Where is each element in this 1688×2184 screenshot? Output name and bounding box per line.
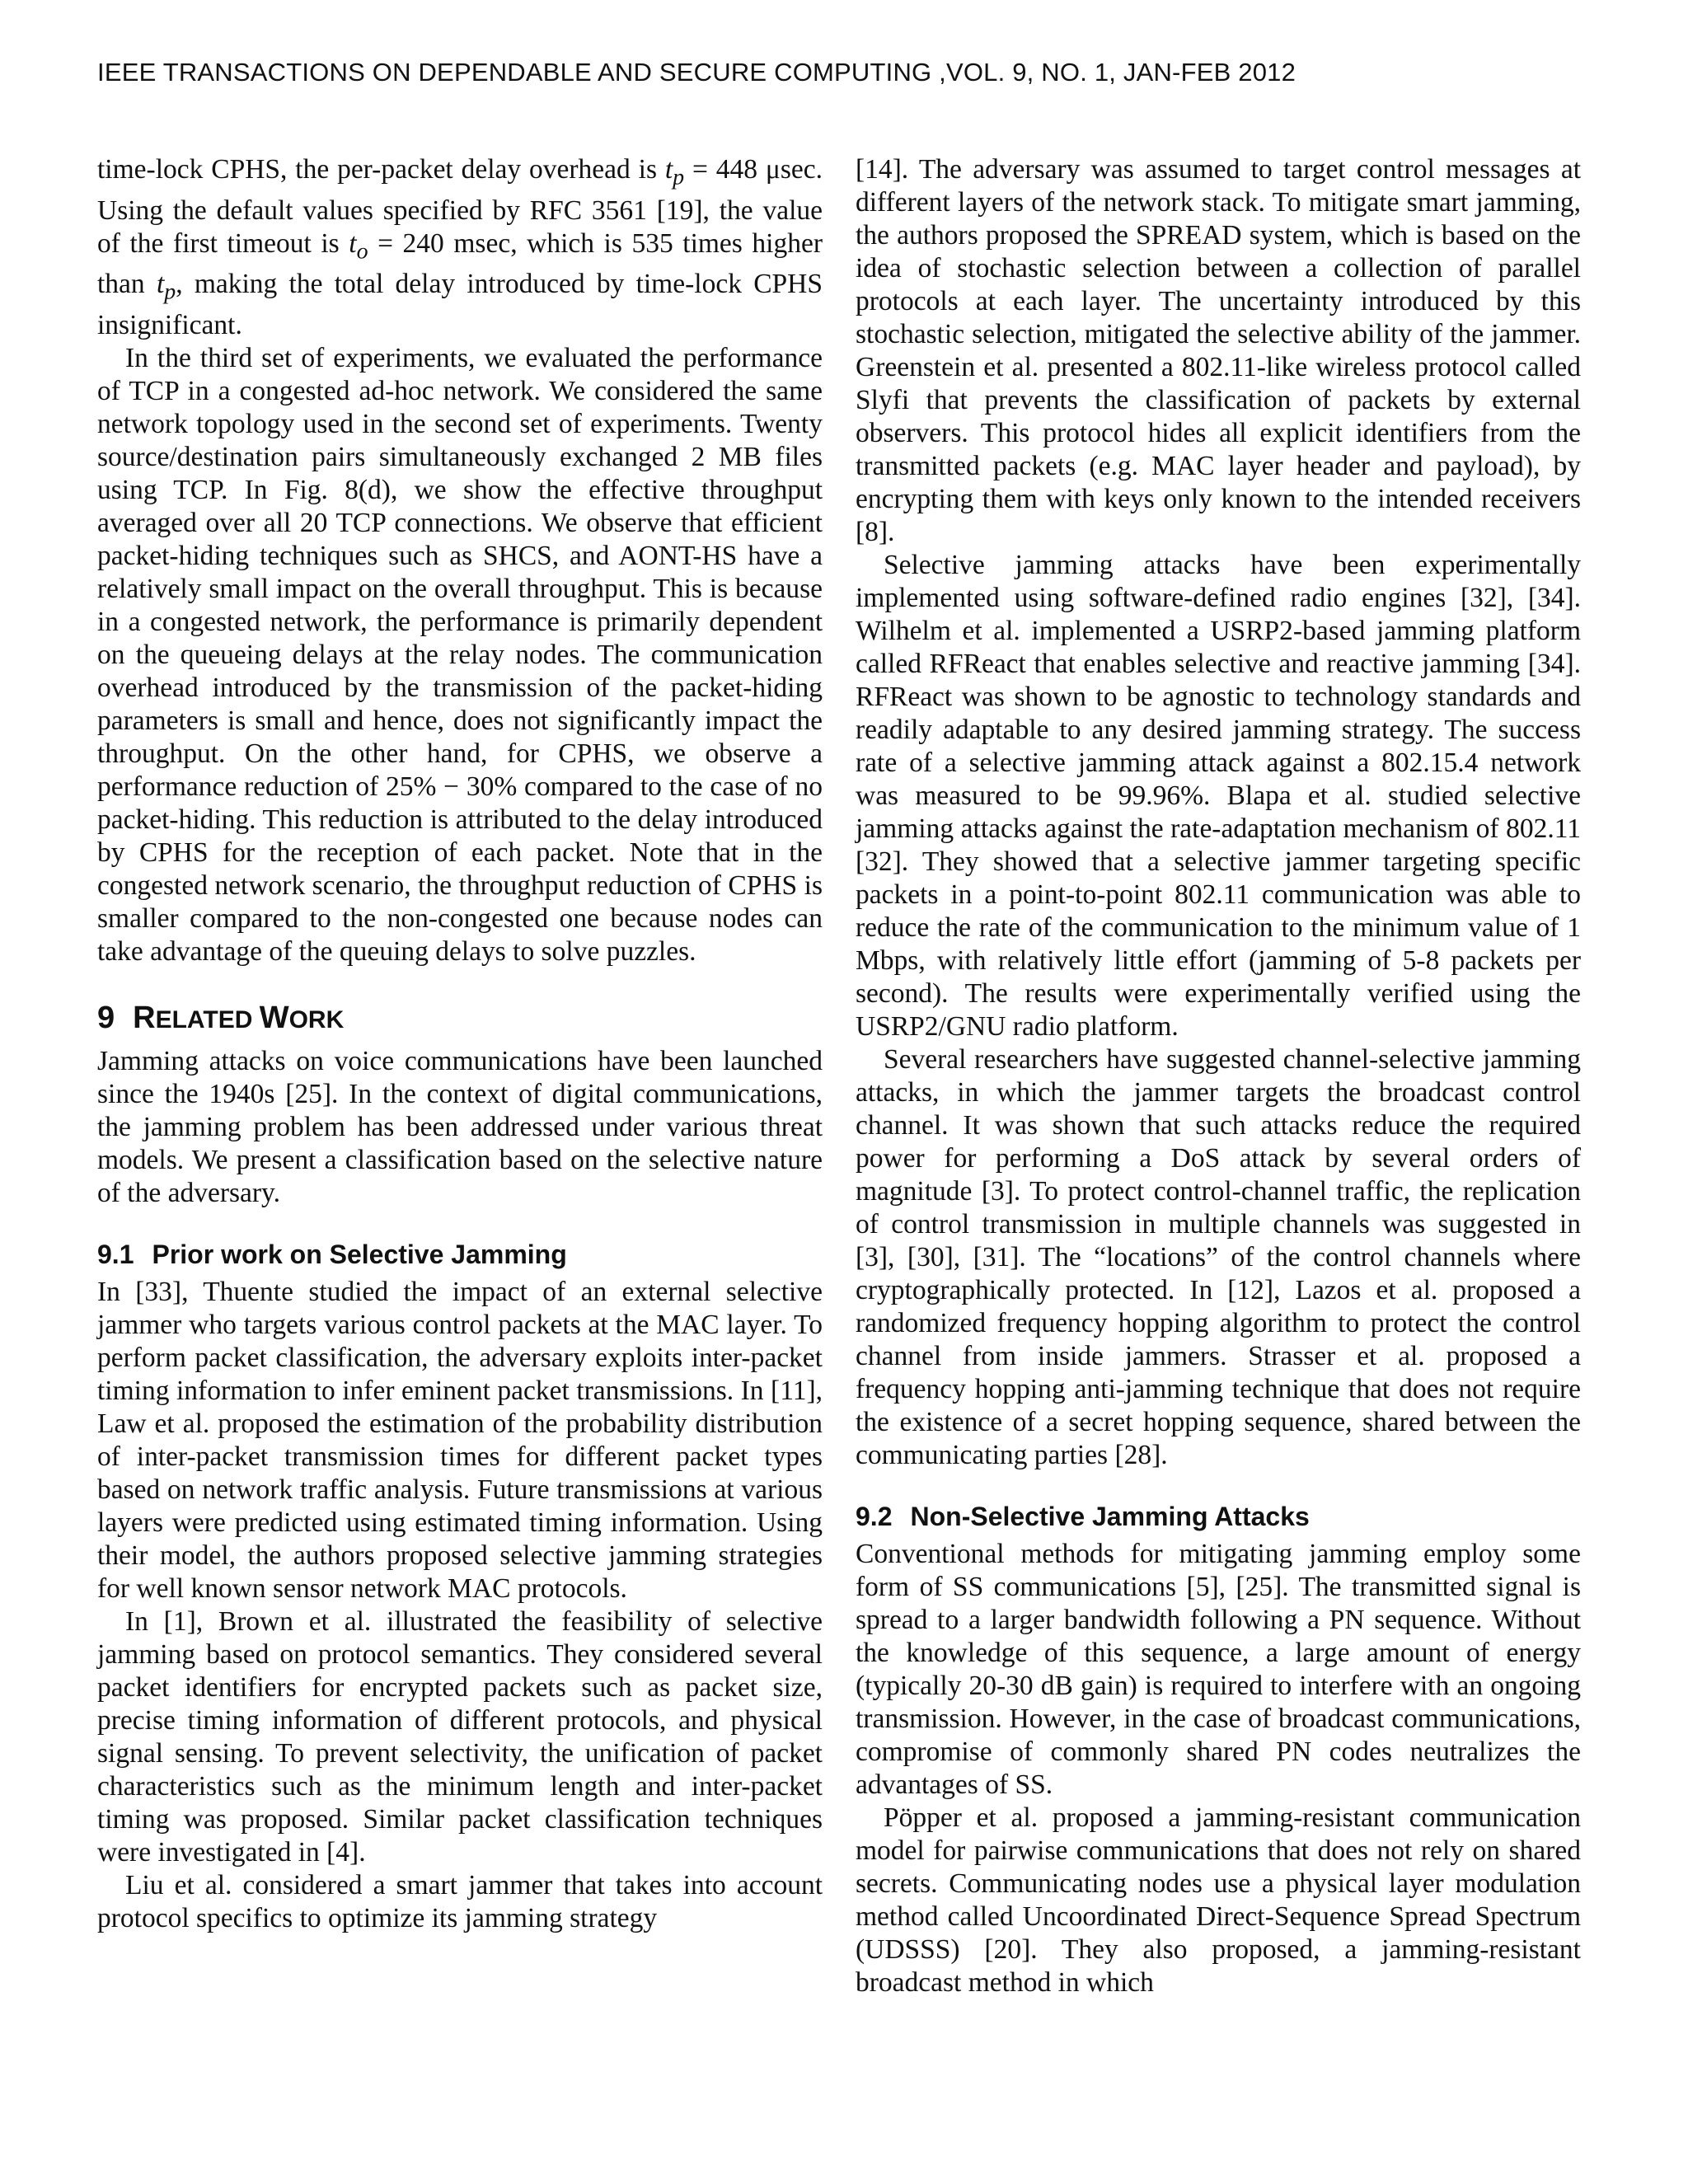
- paragraph: [97, 342, 823, 968]
- text-run: μsec. Using the default values specified by RFC 3561 [19], the value of the first timeout is: [97, 154, 823, 259]
- left-column: [97, 153, 823, 1935]
- section-title-part: ORK: [288, 1006, 345, 1034]
- text-run: msec, which is 535 times higher than: [97, 227, 823, 300]
- subsection-title: Non-Selective Jamming Attacks: [910, 1502, 1310, 1531]
- subsection-number: 9.2: [856, 1502, 893, 1531]
- paragraph: Conventional methods for mitigating jamming employ some form of SS communications [5], [25]. The transmitted signal is spread to a larger bandwidth following a PN sequence. Without the knowledge of this sequence, a large amount of energy (typically 20-30 dB gain) is required to interfere with an ongoing transmission. However, in the case of broadcast communications, compromise of commonly shared PN codes neutralizes the advantages of SS.: [856, 1539, 1581, 1800]
- math-expression: 25% − 30%: [385, 771, 518, 803]
- math-sub: p: [673, 164, 685, 190]
- section-title-r: R: [133, 1001, 156, 1036]
- math-sub: o: [356, 238, 368, 265]
- math-var: t: [156, 269, 165, 300]
- paragraph: Jamming attacks on voice communications have been launched since the 1940s [25]. In the context of digital communications, the jamming problem has been addressed under various threat models. We present a classification based on the selective nature of the adversary.: [97, 1046, 823, 1209]
- subsection-heading: [856, 1500, 1581, 1533]
- running-head: IEEE TRANSACTIONS ON DEPENDABLE AND SECURE COMPUTING ,VOL. 9, NO. 1, JAN-FEB 2012: [97, 58, 1296, 87]
- subsection-number: 9.1: [97, 1240, 134, 1270]
- text-run: time-lock CPHS, the per-packet delay overhead is: [97, 154, 665, 185]
- right-column: [856, 153, 1581, 1999]
- text-run: compared to the case of no packet-hiding. This reduction is attributed to the delay introduced by CPHS for the reception of each packet. Note that in the congested network scenario, the throughput reduction of CPHS is smaller compared to the non-congested one because nodes can take advantage of the queuing delays to solve puzzles.: [97, 771, 823, 968]
- section-title-w: W: [259, 1001, 289, 1036]
- paragraph: In [33], Thuente studied the impact of an external selective jammer who targets various control packets at the MAC layer. To perform packet classification, the adversary exploits inter-packet timing information to infer eminent packet transmissions. In [11], Law et al. proposed the estimation of the probability distribution of inter-packet transmission times for different packet types based on network traffic analysis. Future transmissions at various layers were predicted using estimated timing information. Using their model, the authors proposed selective jamming strategies for well known sensor network MAC protocols.: [97, 1277, 823, 1605]
- math-var: t: [349, 227, 357, 259]
- paragraph: [97, 153, 823, 342]
- paragraph: Selective jamming attacks have been experimentally implemented using software-defined radio engines [32], [34]. Wilhelm et al. implemented a USRP2-based jamming platform called RFReact that enables selective and reactive jamming [34]. RFReact was shown to be agnostic to technology standards and readily adaptable to any desired jamming strategy. The success rate of a selective jamming attack against a 802.15.4 network was measured to be 99.96%. Blapa et al. studied selective jamming attacks against the rate-adaptation mechanism of 802.11 [32]. They showed that a selective jammer targeting specific packets in a point-to-point 802.11 communication was able to reduce the rate of the communication to the minimum value of 1 Mbps, with relatively little effort (jamming of 5-8 packets per second). The results were experimentally verified using the USRP2/GNU radio platform.: [856, 550, 1581, 1042]
- section-title-part: ELATED: [155, 1006, 260, 1034]
- paragraph: In [1], Brown et al. illustrated the feasibility of selective jamming based on protocol semantics. They considered several packet identifiers for encrypted packets such as packet size, precise timing information of different protocols, and physical signal sensing. To prevent selectivity, the unification of packet characteristics such as the minimum length and inter-packet timing was proposed. Similar packet classification techniques were investigated in [4].: [97, 1606, 823, 1868]
- paragraph: [14]. The adversary was assumed to target control messages at different layers of the network stack. To mitigate smart jamming, the authors proposed the SPREAD system, which is based on the idea of stochastic selection between a collection of parallel protocols at each layer. The uncertainty introduced by this stochastic selection, mitigated the selective ability of the jammer. Greenstein et al. presented a 802.11-like wireless protocol called Slyfi that prevents the classification of packets by external observers. This protocol hides all explicit identifiers from the transmitted packets (e.g. MAC layer header and payload), by encrypting them with keys only known to the intended receivers [8].: [856, 154, 1581, 547]
- paragraph: Pöpper et al. proposed a jamming-resistant communication model for pairwise communications that does not rely on shared secrets. Communicating nodes use a physical layer modulation method called Uncoordinated Direct-Sequence Spread Spectrum (UDSSS) [20]. They also proposed, a jamming-resistant broadcast method in which: [856, 1802, 1581, 1998]
- text-run: , making the total delay introduced by time-lock CPHS insignificant.: [97, 269, 823, 341]
- subsection-title: Prior work on Selective Jamming: [152, 1240, 567, 1270]
- math-var: t: [664, 154, 673, 185]
- math-sub: p: [164, 279, 176, 306]
- paragraph: Liu et al. considered a smart jammer that takes into account protocol specifics to optimize its jamming strategy: [97, 1870, 823, 1934]
- section-heading: [97, 1000, 823, 1038]
- section-number: 9: [97, 1001, 115, 1036]
- math-rest: = 448: [684, 154, 757, 185]
- text-run: In the third set of experiments, we evaluated the performance of TCP in a congested ad-hoc network. We considered the same network topology used in the second set of experiments. Twenty source/destination pairs simultaneously exchanged 2 MB files using TCP. In Fig. 8(d), we show the effective throughput averaged over all 20 TCP connections. We observe that efficient packet-hiding techniques such as SHCS, and AONT-HS have a relatively small impact on the overall throughput. This is because in a congested network, the performance is primarily dependent on the queueing delays at the relay nodes. The communication overhead introduced by the transmission of the packet-hiding parameters is small and hence, does not significantly impact the throughput. On the other hand, for CPHS, we observe a performance reduction of: [97, 343, 823, 803]
- math-rest: = 240: [368, 227, 444, 259]
- subsection-heading: [97, 1238, 823, 1271]
- paragraph: Several researchers have suggested channel-selective jamming attacks, in which the jammer targets the broadcast control channel. It was shown that such attacks reduce the required power for performing a DoS attack by several orders of magnitude [3]. To protect control-channel traffic, the replication of control transmission in multiple channels was suggested in [3], [30], [31]. The “locations” of the control channels where cryptographically protected. In [12], Lazos et al. proposed a randomized frequency hopping algorithm to protect the control channel from inside jammers. Strasser et al. proposed a frequency hopping anti-jamming technique that does not require the existence of a secret hopping sequence, shared between the communicating parties [28].: [856, 1044, 1581, 1470]
